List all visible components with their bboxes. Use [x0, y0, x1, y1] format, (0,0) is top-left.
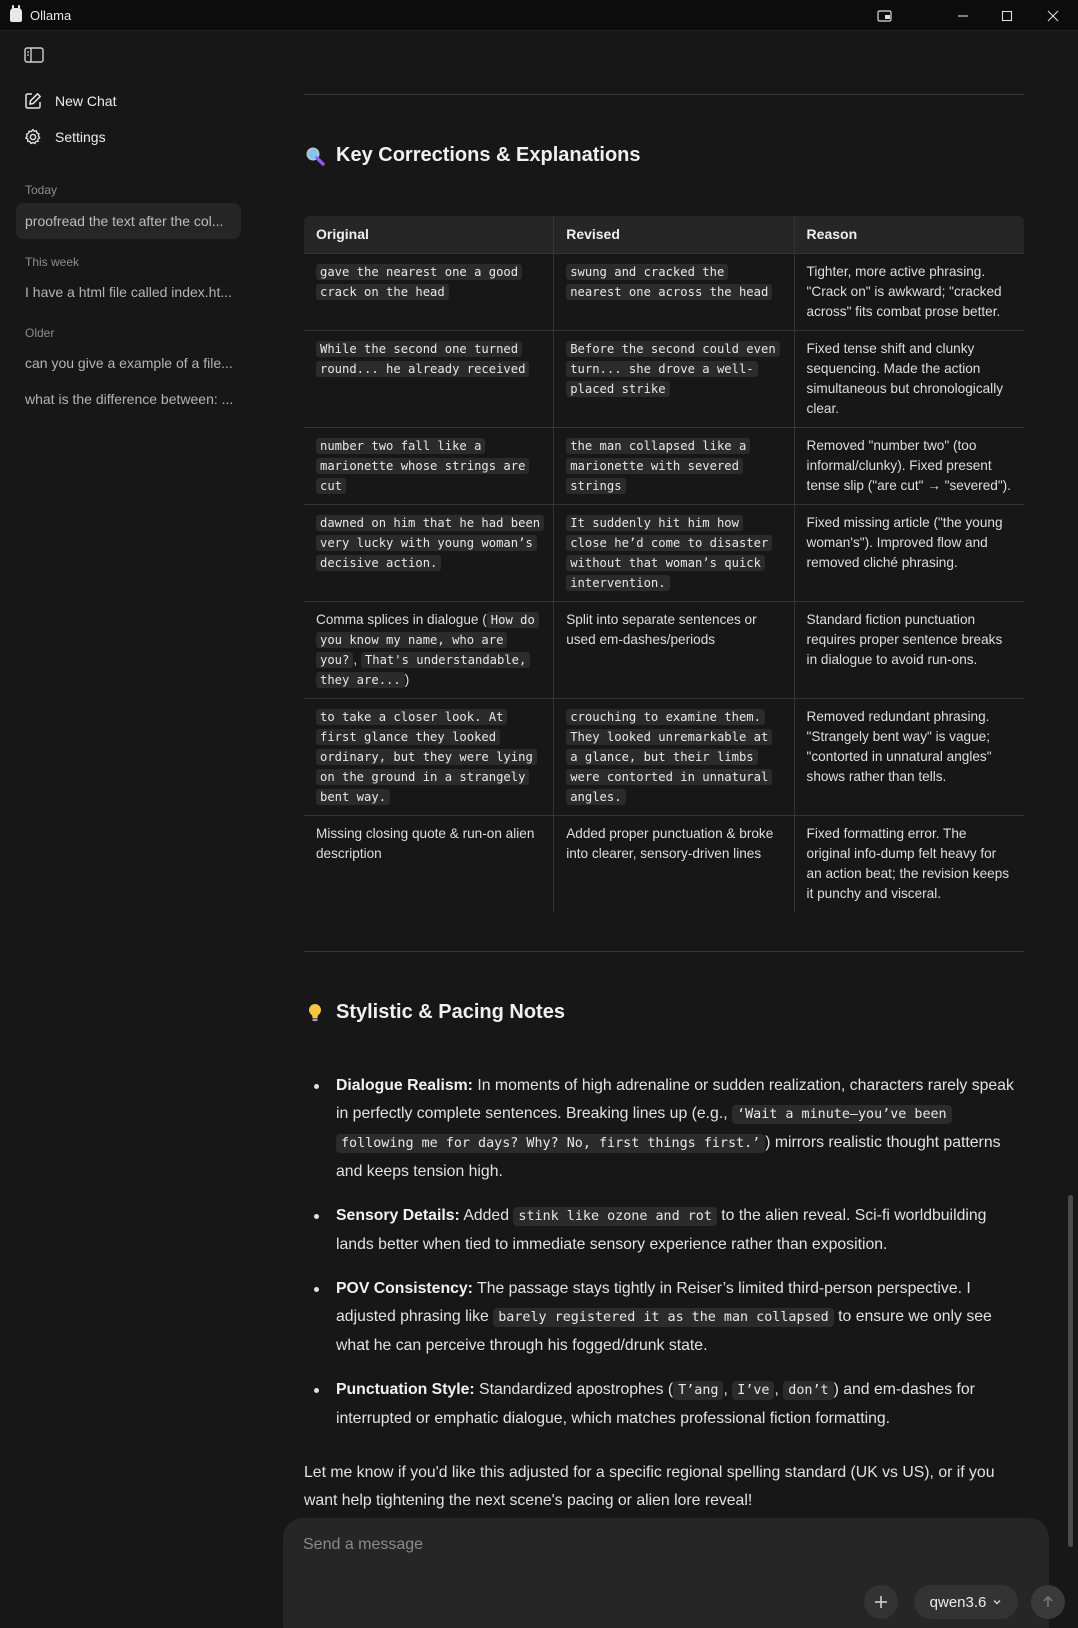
- new-chat-label: New Chat: [55, 93, 117, 109]
- section-label-today: Today: [25, 183, 58, 197]
- column-header: Original: [304, 216, 554, 253]
- closing-paragraph: Let me know if you'd like this adjusted for a specific regional spelling standard (UK vs US), or if you want help tightening the next scene's pacing or alien lore reveal!: [304, 1464, 995, 1509]
- inline-code: While the second one turned round... he already received: [316, 341, 529, 377]
- chat-history-item[interactable]: I have a html file called index.ht...: [25, 284, 232, 300]
- lightbulb-icon: [304, 1003, 326, 1023]
- cell-text: Fixed formatting error. The original info-dump felt heavy for an action beat; the revision keeps it punchy and visceral.: [806, 825, 1010, 901]
- notes-title: Stylistic & Pacing Notes: [336, 1001, 565, 1023]
- table-row: [304, 427, 1024, 504]
- inline-code: gave the nearest one a good crack on the head: [316, 264, 522, 300]
- note-text: ) mirrors realistic thought patterns and keeps tension high.: [336, 1134, 1001, 1180]
- inline-code: T’ang: [673, 1381, 723, 1400]
- list-item: [304, 1376, 1024, 1433]
- note-text: Added: [459, 1207, 514, 1224]
- revised-cell: [554, 427, 794, 504]
- inline-code: to take a closer look. At first glance they looked ordinary, but they were lying on the ground in a strangely bent way.: [316, 709, 537, 805]
- revised-cell: [554, 504, 794, 601]
- table-header-row: [304, 216, 1024, 253]
- cell-text: Missing closing quote & run-on alien description: [316, 825, 535, 861]
- message-composer: [283, 1518, 1049, 1628]
- cell-text: ,: [353, 651, 358, 667]
- message-input[interactable]: [303, 1536, 1003, 1554]
- inline-code: barely registered it as the man collapsed: [493, 1308, 834, 1327]
- note-text: ,: [774, 1381, 784, 1398]
- original-cell: [304, 698, 554, 815]
- inline-code: dawned on him that he had been very lucky with young woman’s decisive action.: [316, 515, 544, 571]
- note-text: ,: [723, 1381, 733, 1398]
- divider: [304, 951, 1024, 952]
- chat-history-item[interactable]: can you give a example of a file...: [25, 355, 233, 371]
- note-text: Standardized apostrophes (: [474, 1381, 674, 1398]
- reason-cell: [794, 427, 1024, 504]
- table-row: [304, 253, 1024, 330]
- chat-history-item[interactable]: proofread the text after the col...: [16, 203, 241, 239]
- inline-code: That's understandable, they are...: [316, 652, 530, 688]
- inline-code: the man collapsed like a marionette with severed strings: [566, 438, 750, 494]
- title-bar: [0, 0, 1078, 31]
- original-cell: [304, 253, 554, 330]
- note-text: The passage stays tightly in Reiser’s limited third-person perspective. I adjusted phrasing like: [336, 1280, 971, 1325]
- original-cell: [304, 815, 554, 912]
- table-row: [304, 815, 1024, 912]
- reason-cell: [794, 330, 1024, 427]
- chevron-down-icon: [992, 1597, 1002, 1607]
- notes-list: [304, 1072, 1024, 1449]
- inline-code: swung and cracked the nearest one across the head: [566, 264, 772, 300]
- cell-text: Fixed tense shift and clunky sequencing. Made the action simultaneous but chronologically clear.: [806, 340, 1004, 416]
- inline-code: Before the second could even turn... she drove a well-placed strike: [566, 341, 779, 397]
- revised-cell: [554, 815, 794, 912]
- plus-icon: [874, 1595, 888, 1609]
- snap-layout-icon[interactable]: [862, 0, 908, 31]
- reason-cell: [794, 698, 1024, 815]
- cell-text: Standard fiction punctuation requires proper sentence breaks in dialogue to avoid run-ons.: [806, 611, 1003, 667]
- corrections-table: [304, 216, 1024, 912]
- cell-text: Removed "number two" (too informal/clunky). Fixed present tense slip ("are cut" → "severed").: [806, 437, 1011, 493]
- revised-cell: [554, 253, 794, 330]
- cell-text: ): [404, 671, 410, 687]
- window-title: Ollama: [30, 7, 72, 23]
- original-cell: [304, 504, 554, 601]
- sidebar-toggle-icon[interactable]: [24, 47, 44, 63]
- cell-text: Removed redundant phrasing. "Strangely bent way" is vague; "contorted in unnatural angles" shows rather than tells.: [806, 708, 992, 784]
- ollama-logo-icon: [10, 8, 22, 22]
- cell-text: Split into separate sentences or used em-dashes/periods: [566, 611, 757, 647]
- inline-code: ‘Wait a minute—you’ve been following me for days? Why? No, first things first.’: [336, 1105, 952, 1153]
- table-row: [304, 504, 1024, 601]
- new-chat-icon: [24, 92, 42, 110]
- original-cell: [304, 330, 554, 427]
- note-text: to the alien reveal. Sci-fi worldbuilding lands better when tied to immediate sensory experience rather than exposition.: [336, 1207, 987, 1253]
- settings-label: Settings: [55, 129, 106, 145]
- model-selector[interactable]: [914, 1585, 1018, 1619]
- inline-code: don’t: [783, 1381, 833, 1400]
- inline-code: crouching to examine them. They looked unremarkable at a glance, but their limbs were contorted in unnatural angles.: [566, 709, 772, 805]
- reason-cell: [794, 253, 1024, 330]
- revised-cell: [554, 698, 794, 815]
- revised-cell: [554, 601, 794, 698]
- cell-text: Tighter, more active phrasing. "Crack on" is awkward; "cracked across" fits combat prose better.: [806, 263, 1002, 319]
- list-item: [304, 1275, 1024, 1360]
- divider: [304, 94, 1024, 95]
- table-row: [304, 698, 1024, 815]
- list-item: [304, 1202, 1024, 1259]
- note-title: Sensory Details:: [336, 1207, 460, 1224]
- send-button[interactable]: [1031, 1585, 1065, 1619]
- attach-button[interactable]: [864, 1585, 898, 1619]
- reason-cell: [794, 601, 1024, 698]
- scrollbar-thumb[interactable]: [1068, 1195, 1073, 1547]
- magnifier-icon: [304, 146, 326, 166]
- section-label-older: Older: [25, 326, 55, 340]
- original-cell: [304, 601, 554, 698]
- inline-code: number two fall like a marionette whose strings are cut: [316, 438, 529, 494]
- maximize-button[interactable]: [984, 0, 1030, 31]
- notes-heading: [304, 1001, 565, 1024]
- chat-main: [258, 31, 1078, 1628]
- original-cell: [304, 427, 554, 504]
- chat-history-item[interactable]: what is the difference between: ...: [25, 391, 234, 407]
- reason-cell: [794, 815, 1024, 912]
- cell-text: Comma splices in dialogue (: [316, 611, 487, 627]
- note-title: Punctuation Style:: [336, 1381, 475, 1398]
- column-header: Revised: [554, 216, 794, 253]
- revised-cell: [554, 330, 794, 427]
- arrow-up-icon: [1041, 1595, 1055, 1609]
- column-header: Reason: [794, 216, 1024, 253]
- gear-icon: [24, 128, 42, 146]
- note-text: ) and em-dashes for interrupted or emphatic dialogue, which matches professional fiction formatting.: [336, 1381, 975, 1427]
- corrections-heading: [304, 144, 641, 167]
- corrections-title: Key Corrections & Explanations: [336, 144, 641, 166]
- inline-code: It suddenly hit him how close he’d come to disaster without that woman’s quick intervention.: [566, 515, 772, 591]
- list-item: [304, 1072, 1024, 1186]
- new-chat-button[interactable]: [24, 88, 116, 114]
- model-name: qwen3.6: [929, 1593, 987, 1611]
- inline-code: How do you know my name, who are you?: [316, 612, 539, 668]
- section-label-this-week: This week: [25, 255, 80, 269]
- note-title: POV Consistency:: [336, 1280, 473, 1297]
- settings-button[interactable]: [24, 124, 106, 150]
- inline-code: I’ve: [732, 1381, 774, 1400]
- note-title: Dialogue Realism:: [336, 1077, 473, 1094]
- note-text: to ensure we only see what he can perceive through his fogged/drunk state.: [336, 1308, 992, 1354]
- inline-code: stink like ozone and rot: [513, 1207, 716, 1226]
- close-button[interactable]: [1030, 0, 1076, 31]
- cell-text: Added proper punctuation & broke into clearer, sensory-driven lines: [566, 825, 774, 861]
- note-text: In moments of high adrenaline or sudden realization, characters rarely speak in perfectly complete sentences. Breaking lines up (e.g.,: [336, 1077, 1014, 1122]
- sidebar: [0, 31, 258, 1628]
- minimize-button[interactable]: [940, 0, 986, 31]
- reason-cell: [794, 504, 1024, 601]
- cell-text: Fixed missing article ("the young woman's"). Improved flow and removed cliché phrasing.: [806, 514, 1003, 570]
- table-row: [304, 330, 1024, 427]
- table-row: [304, 601, 1024, 698]
